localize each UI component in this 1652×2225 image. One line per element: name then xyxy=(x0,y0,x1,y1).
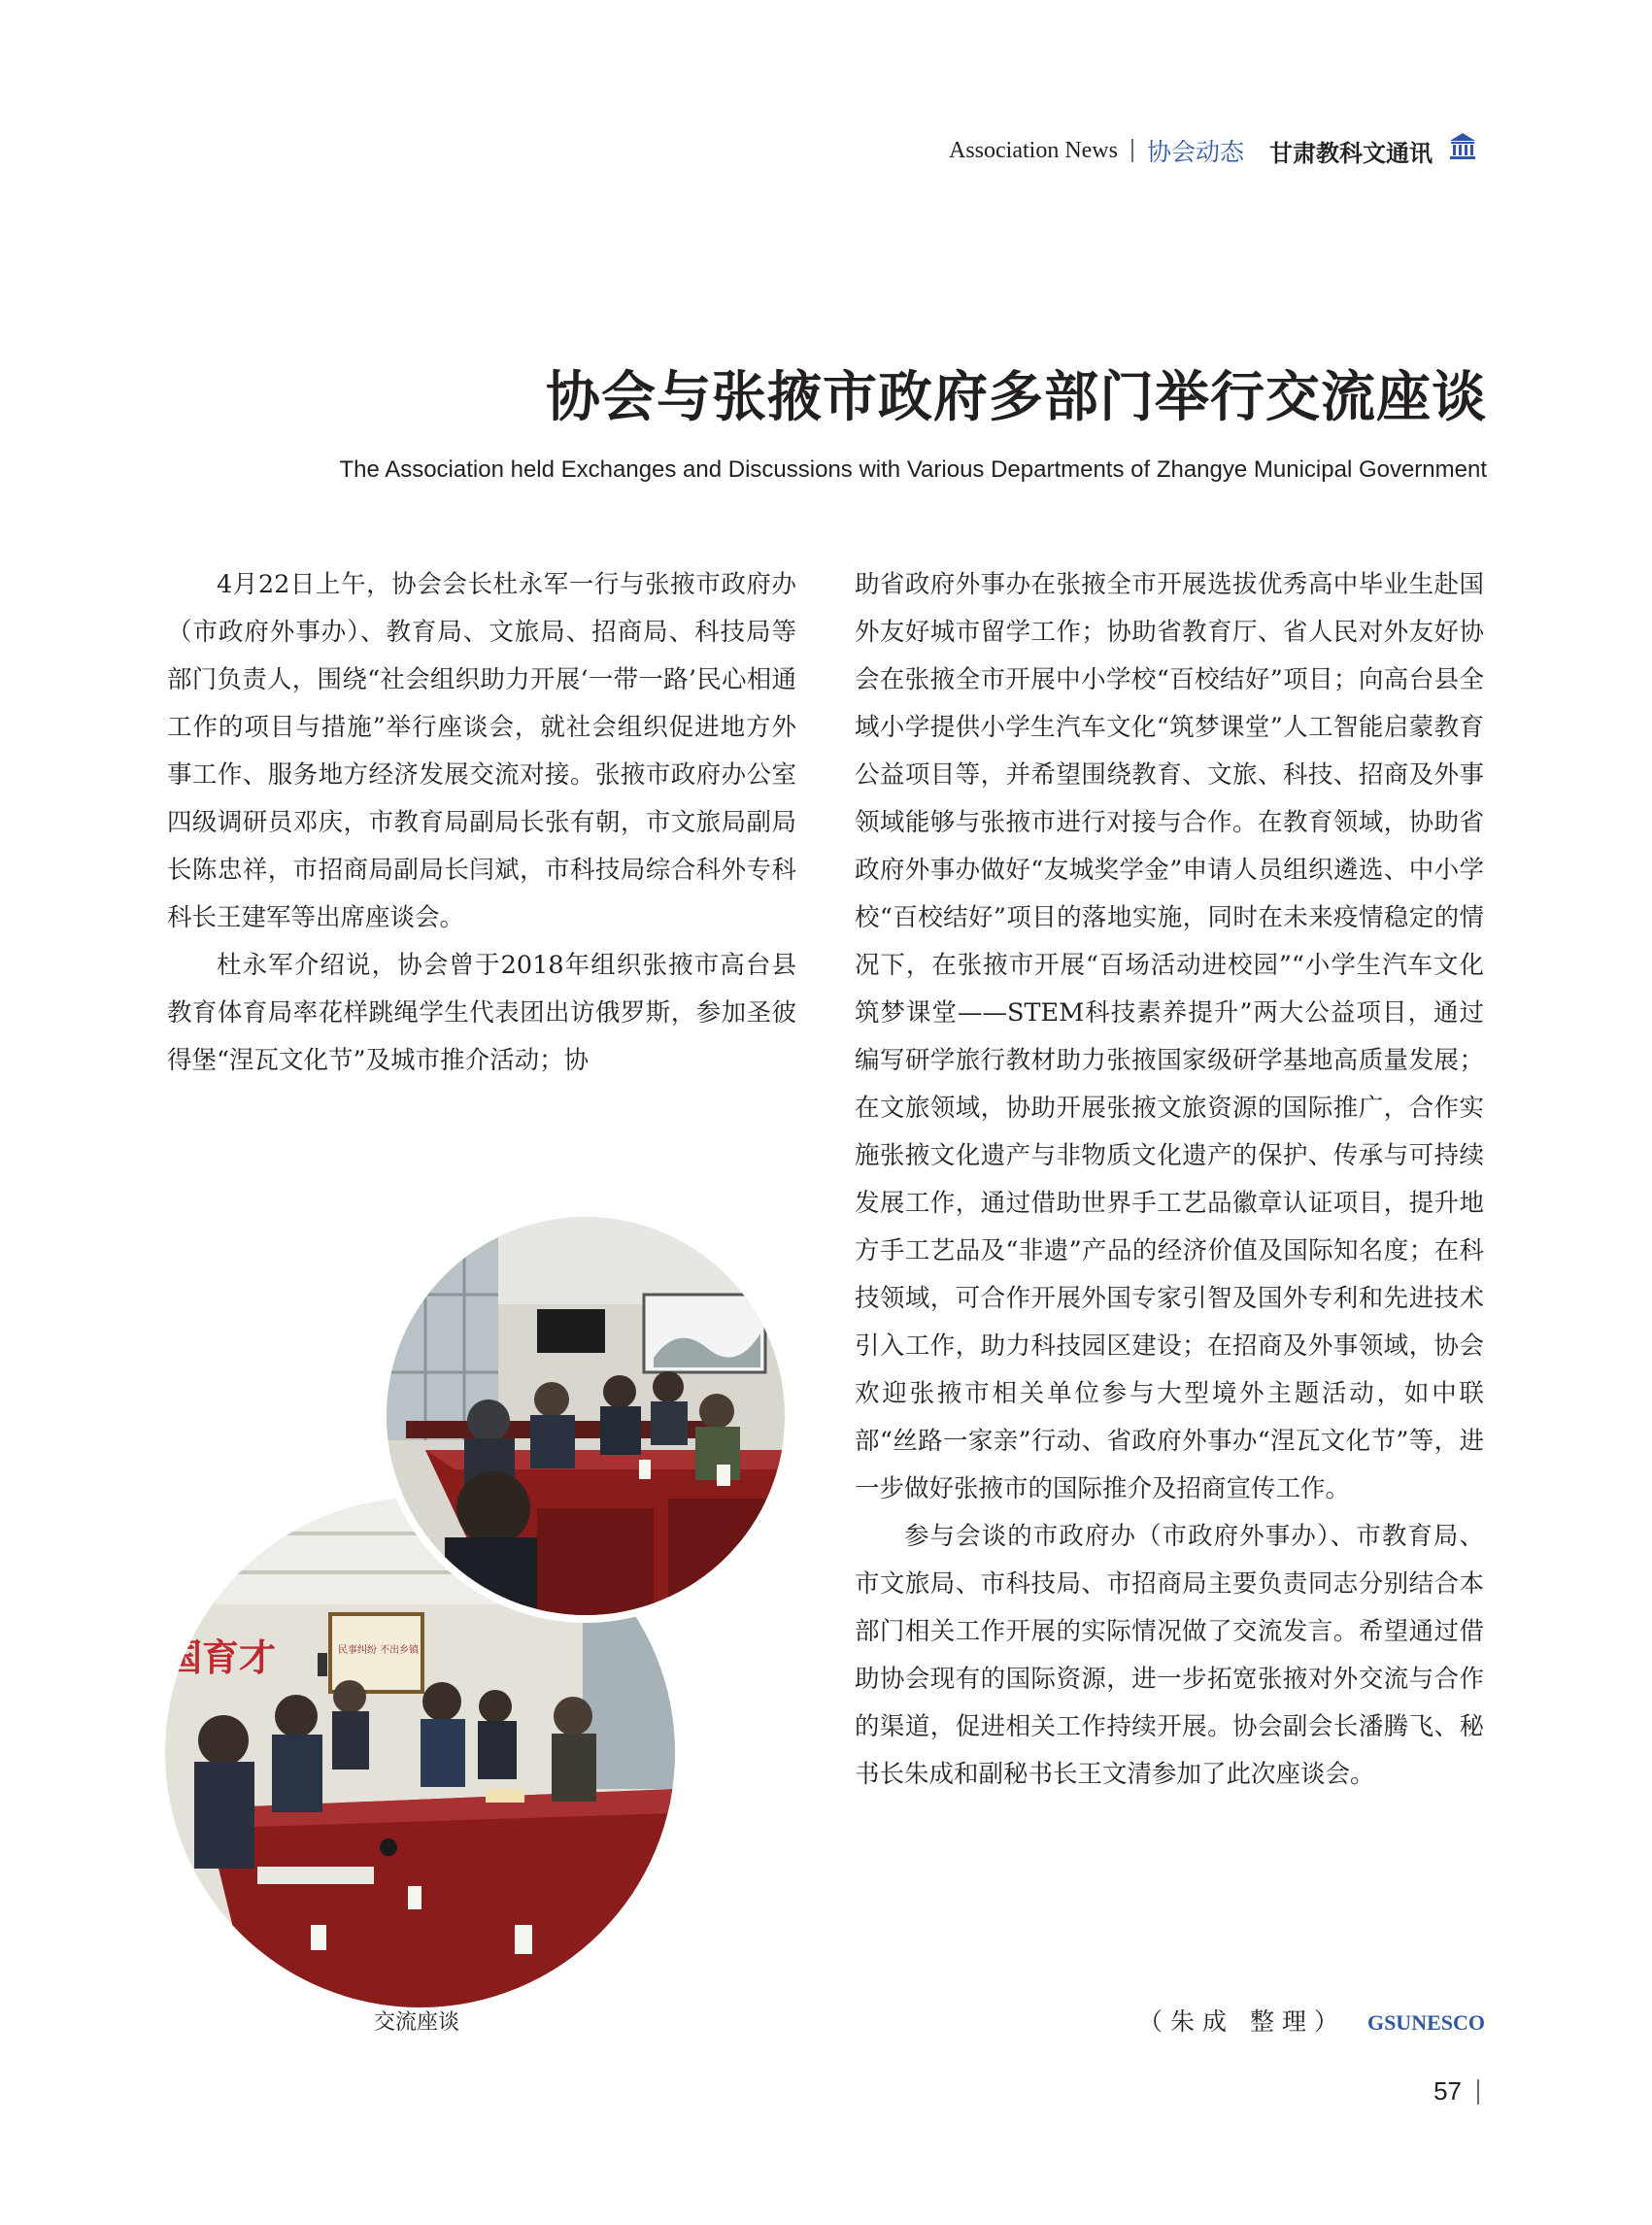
publication-name: 甘肃教科文通讯 xyxy=(1269,138,1433,167)
temple-logo-icon xyxy=(1446,131,1479,170)
article-subtitle-en: The Association held Exchanges and Discussions with Various Departments of Zhangye Municipal Government xyxy=(339,456,1487,483)
meeting-photo-top xyxy=(387,1217,785,1615)
paragraph-continued: 助省政府外事办在张掖全市开展选拔优秀高中毕业生赴国外友好城市留学工作；协助省教育厅、省人民对外友好协会在张掖全市开展中小学校“百校结好”项目；向高台县全域小学提供小学生汽车文化“筑梦课堂”人工智能启蒙教育公益项目等，并希望围绕教育、文旅、科技、招商及外事领域能够与张掖市进行对接与合作。在教育领域，协助省政府外事办做好“友城奖学金”申请人员组织遴选、中小学校“百校结好”项目的落地实施，同时在未来疫情稳定的情况下，在张掖市开展“百场活动进校园”“小学生汽车文化筑梦课堂——STEM科技素养提升”两大公益项目，通过编写研学旅行教材助力张掖国家级研学基地高质量发展；在文旅领域，协助开展张掖文旅资源的国际推广，合作实施张掖文化遗产与非物质文化遗产的保护、传承与可持续发展工作，通过借助世界手工艺品徽章认证项目，提升地方手工艺品及“非遗”产品的经济价值及国际知名度；在科技领域，可合作开展外国专家引智及国外专利和先进技术引入工作，助力科技园区建设；在招商及外事领域，协会欢迎张掖市相关单位参与大型境外主题活动，如中联部“丝路一家亲”行动、省政府外事办“涅瓦文化节”等，进一步做好张掖市的国际推介及招商宣传工作。 xyxy=(855,570,1484,1503)
article-signoff xyxy=(1138,2003,1485,2038)
section-name-cn: 协会动态 xyxy=(1146,138,1244,166)
body-column-right xyxy=(855,561,1484,1799)
section-name-en: Association News xyxy=(949,137,1118,163)
photo-wall-slogan: 国育才 xyxy=(165,1636,277,1679)
photo-banner-text: 民事纠纷 不出乡镇 xyxy=(338,1645,420,1656)
body-column-left xyxy=(167,561,796,1085)
page-number-text: 57 xyxy=(1433,2076,1462,2106)
paragraph: 4月22日上午，协会会长杜永军一行与张掖市政府办（市政府外事办）、教育局、文旅局、招商局、科技局等部门负责人，围绕“社会组织助力开展‘一带一路’民心相通工作的项目与措施”举行座谈会，就社会组织促进地方外事工作、服务地方经济发展交流对接。张掖市政府办公室四级调研员邓庆，市教育局副局长张有朝，市文旅局副局长陈忠祥，市招商局副局长闫斌，市科技局综合科外专科科长王建军等出席座谈会。 xyxy=(167,570,796,932)
paragraph: 参与会谈的市政府办（市政府外事办）、市教育局、市文旅局、市科技局、市招商局主要负责同志分别结合本部门相关工作开展的实际情况做了交流发言。希望通过借助协会现有的国际资源，进一步拓宽张掖对外交流与合作的渠道，促进相关工作持续开展。协会副会长潘腾飞、秘书长朱成和副秘书长王文清参加了此次座谈会。 xyxy=(855,1522,1484,1789)
organization-name: GSUNESCO xyxy=(1366,2010,1485,2035)
page-number-divider xyxy=(1477,2079,1479,2105)
photo-caption: 交流座谈 xyxy=(374,2010,460,2035)
article-title: 协会与张掖市政府多部门举行交流座谈 xyxy=(546,366,1487,429)
header-divider xyxy=(1131,139,1133,162)
page-number xyxy=(1433,2076,1479,2107)
running-header xyxy=(949,131,1479,170)
paragraph: 杜永军介绍说，协会曾于2018年组织张掖市高台县教育体育局率花样跳绳学生代表团出访俄罗斯，参加圣彼得堡“涅瓦文化节”及城市推介活动；协 xyxy=(167,951,796,1075)
author-credit: （朱成 整理） xyxy=(1138,2007,1346,2036)
